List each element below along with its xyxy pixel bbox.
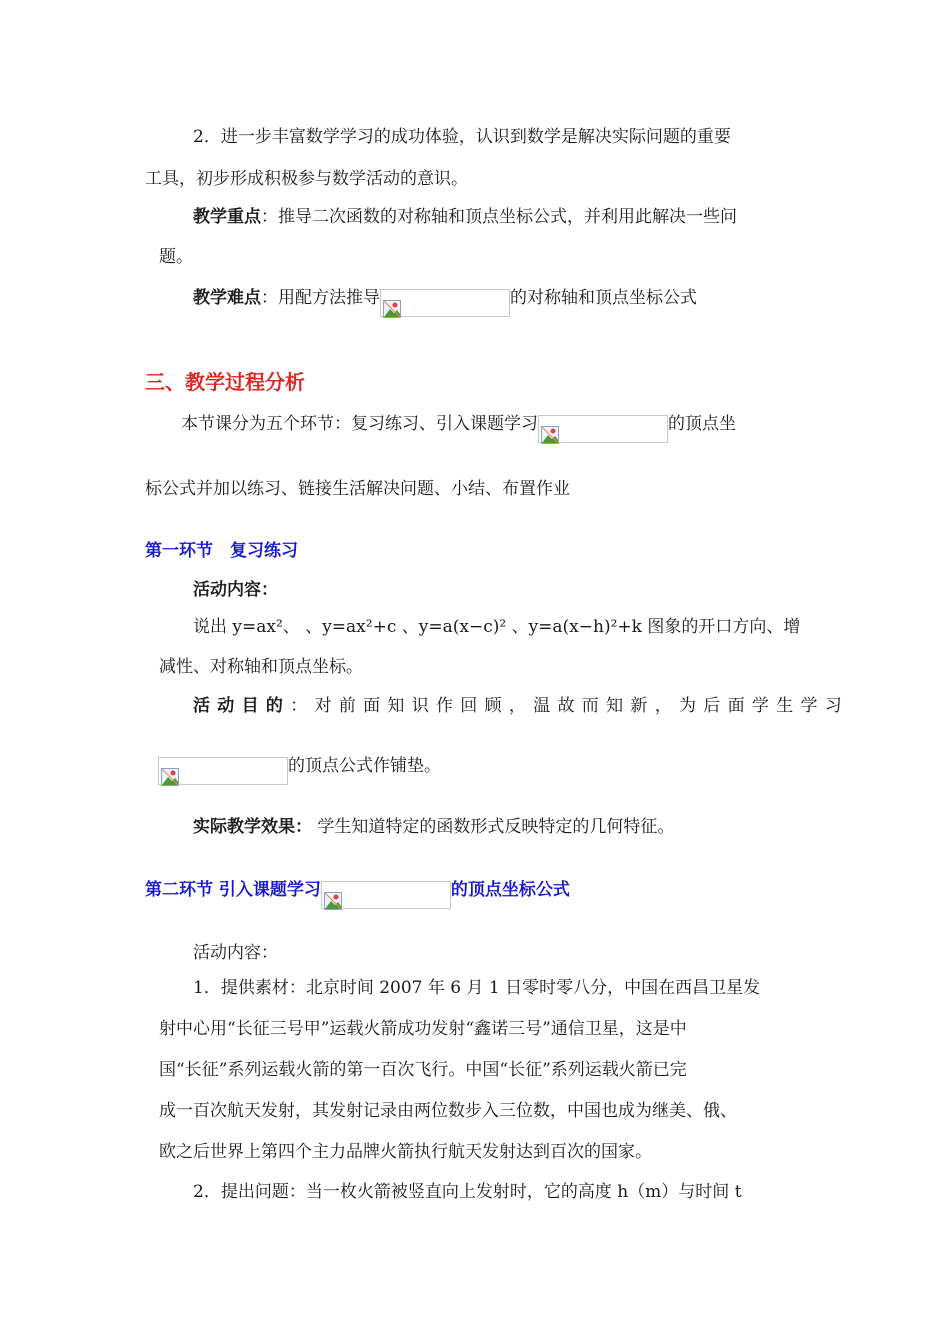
formula-image-placeholder	[321, 881, 451, 909]
stage-1-purpose-cont-line	[158, 754, 441, 785]
formula-image-placeholder	[158, 757, 288, 785]
difficulty-label: 教学难点	[193, 288, 261, 308]
difficulty-text-after: 的对称轴和顶点坐标公式	[510, 288, 697, 308]
broken-image-icon	[161, 768, 179, 786]
key-point-label: 教学重点	[193, 207, 261, 227]
section-3-intro-after: 的顶点坐	[668, 414, 736, 434]
broken-image-icon	[541, 426, 559, 444]
stage-1-purpose-text: ：对前面知识作回顾，温故而知新，为后面学生学习	[290, 696, 850, 716]
stage-1-heading: 第一环节 复习练习	[145, 541, 298, 561]
section-3-intro-line-2: 标公式并加以练习、链接生活解决问题、小结、布置作业	[145, 479, 570, 499]
difficulty-line	[193, 286, 697, 317]
key-point-cont: 题。	[159, 247, 193, 267]
broken-image-icon	[383, 300, 401, 318]
stage-2-p1-line-1: 1．提供素材：北京时间 2007 年 6 月 1 日零时零八分，中国在西昌卫星发	[193, 978, 761, 998]
section-3-intro-line-1	[181, 412, 736, 443]
stage-2-heading-before: 第二环节 引入课题学习	[145, 880, 321, 900]
stage-2-p1-line-2: 射中心用“长征三号甲”运载火箭成功发射“鑫诺三号”通信卫星，这是中	[159, 1019, 687, 1039]
stage-2-p1-line-5: 欧之后世界上第四个主力品牌火箭执行航天发射达到百次的国家。	[159, 1142, 652, 1162]
section-3-intro-before: 本节课分为五个环节：复习练习、引入课题学习	[181, 414, 538, 434]
goal-line-1: 2．进一步丰富数学学习的成功体验，认识到数学是解决实际问题的重要	[193, 127, 731, 147]
key-point-line	[193, 205, 737, 229]
stage-1-effect-label: 实际教学效果：	[193, 817, 312, 837]
difficulty-text-before: ：用配方法推导	[261, 288, 380, 308]
stage-1-content-cont: 减性、对称轴和顶点坐标。	[159, 657, 363, 677]
section-3-heading: 三、教学过程分析	[145, 370, 305, 394]
stage-1-content-label: 活动内容：	[193, 580, 278, 600]
stage-2-content-label: 活动内容：	[193, 943, 278, 963]
formula-image-placeholder	[380, 289, 510, 317]
formula-image-placeholder	[538, 415, 668, 443]
stage-1-purpose-line	[193, 694, 849, 718]
stage-1-purpose-label: 活动目的	[193, 696, 291, 716]
stage-1-purpose-cont: 的顶点公式作铺垫。	[288, 756, 441, 776]
stage-2-heading	[145, 878, 570, 909]
broken-image-icon	[324, 892, 342, 910]
stage-2-p2-line-1: 2．提出问题：当一枚火箭被竖直向上发射时，它的高度 h（m）与时间 t	[193, 1182, 742, 1202]
stage-1-effect-line	[193, 815, 674, 839]
stage-1-effect-text: 学生知道特定的函数形式反映特定的几何特征。	[312, 817, 675, 837]
stage-2-heading-after: 的顶点坐标公式	[450, 880, 570, 900]
key-point-text: ：推导二次函数的对称轴和顶点坐标公式，并利用此解决一些问	[261, 207, 737, 227]
stage-2-p1-line-4: 成一百次航天发射，其发射记录由两位数步入三位数，中国也成为继美、俄、	[159, 1101, 737, 1121]
stage-1-content-text: 说出 y=ax²、 、y=ax²+c 、y=a(x−c)² 、y=a(x−h)²+k 图象的开口方向、增	[193, 617, 801, 637]
stage-2-p1-line-3: 国“长征”系列运载火箭的第一百次飞行。中国“长征”系列运载火箭已完	[159, 1060, 687, 1080]
goal-line-2: 工具，初步形成积极参与数学活动的意识。	[145, 169, 468, 189]
